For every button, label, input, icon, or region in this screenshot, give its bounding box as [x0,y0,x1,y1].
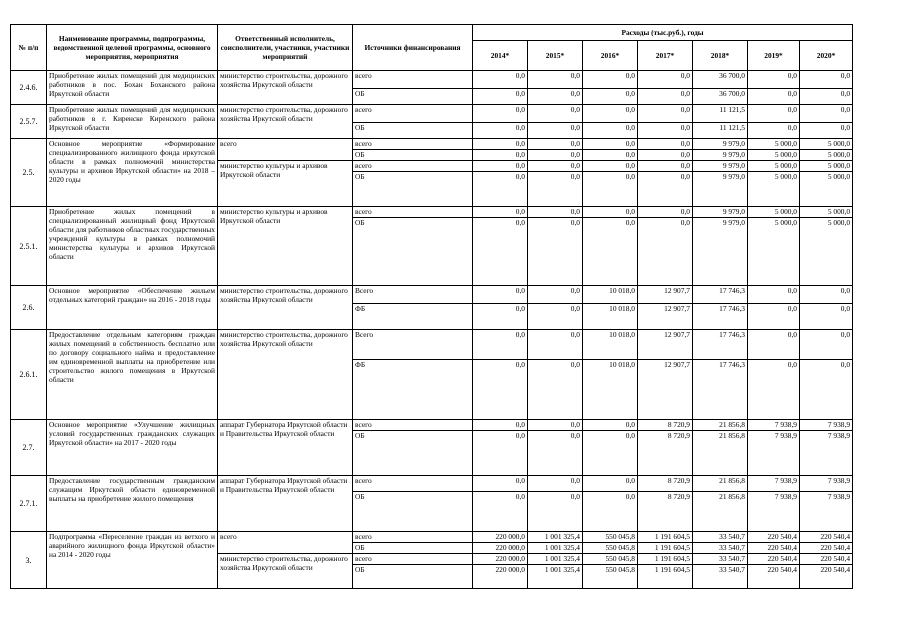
row-responsible: министерство культуры и архивов Иркутской области [218,161,353,207]
row-value: 11 121,5 [693,123,748,139]
row-value: 5 000,0 [800,218,853,286]
row-value: 0,0 [638,139,693,150]
row-value: 9 979,0 [693,161,748,172]
row-value: 220 540,4 [800,543,853,554]
row-name: Основное мероприятие «Обеспечение жильем отдельных категорий граждан» на 2016 - 2018 годы [47,286,218,330]
row-value: 0,0 [583,89,638,105]
row-value: 7 938,9 [748,420,800,431]
row-name: Основное мероприятие «Улучшение жилищных условий государственных гражданских служащих Иркутской области» на 2017 - 2020 годы [47,420,218,476]
row-value: 0,0 [638,207,693,218]
row-value: 0,0 [473,172,528,207]
row-value: 220 000,0 [473,532,528,543]
header-year: 2018* [693,41,748,71]
row-value: 0,0 [473,360,528,420]
row-name: Предоставление государственным гражданским служащим Иркутской области единовременной выплаты на приобретение жилого помещения [47,476,218,532]
header-expenses: Расходы (тыс.руб.), годы [473,25,853,41]
table-row [11,330,853,360]
row-value: 0,0 [528,207,583,218]
row-value: 220 000,0 [473,543,528,554]
row-number: 2.5. [11,139,47,207]
row-value: 5 000,0 [800,139,853,150]
row-value: 0,0 [473,207,528,218]
row-value: 220 540,4 [748,565,800,589]
row-source: всего [353,207,473,218]
row-value: 0,0 [473,139,528,150]
row-value: 0,0 [528,218,583,286]
row-number: 2.6. [11,286,47,330]
row-value: 0,0 [800,330,853,360]
row-value: 220 540,4 [748,532,800,543]
row-value: 0,0 [583,420,638,431]
row-value: 8 720,9 [638,492,693,532]
row-value: 0,0 [528,476,583,492]
row-number: 3. [11,532,47,589]
row-value: 0,0 [528,492,583,532]
header-year: 2016* [583,41,638,71]
header-year: 2017* [638,41,693,71]
row-value: 0,0 [800,105,853,123]
row-value: 0,0 [583,71,638,89]
row-value: 9 979,0 [693,172,748,207]
row-value: 0,0 [748,123,800,139]
row-value: 1 001 325,4 [528,565,583,589]
row-value: 0,0 [800,89,853,105]
row-source: ОБ [353,89,473,105]
row-value: 12 907,7 [638,304,693,330]
row-number: 2.7. [11,420,47,476]
row-value: 220 540,4 [748,554,800,565]
row-value: 10 018,0 [583,286,638,304]
row-value: 21 856,8 [693,476,748,492]
row-value: 1 001 325,4 [528,554,583,565]
row-number: 2.5.1. [11,207,47,286]
row-value: 36 700,0 [693,89,748,105]
row-source: ОБ [353,150,473,161]
row-source: всего [353,554,473,565]
row-value: 0,0 [473,161,528,172]
row-responsible: министерство строительства, дорожного хозяйства Иркутской области [218,105,353,139]
row-value: 550 045,8 [583,543,638,554]
row-value: 0,0 [748,330,800,360]
row-source: всего [353,532,473,543]
row-value: 550 045,8 [583,532,638,543]
row-name: Предоставление отдельным категориям граждан жилых помещений в собственность бесплатно или по договору социального найма и предоставление им единовременной выплаты на приобретение или строительство жилого помещения в Иркутской области [47,330,218,420]
table-row [11,207,853,218]
row-value: 220 540,4 [748,543,800,554]
row-value: 17 746,3 [693,286,748,304]
row-value: 9 979,0 [693,150,748,161]
row-value: 0,0 [748,71,800,89]
table-body [11,71,853,589]
row-source: всего [353,420,473,431]
row-value: 5 000,0 [748,172,800,207]
row-value: 0,0 [638,71,693,89]
row-value: 10 018,0 [583,304,638,330]
row-value: 12 907,7 [638,360,693,420]
row-value: 0,0 [800,286,853,304]
row-value: 0,0 [473,304,528,330]
table-row [11,532,853,543]
row-value: 0,0 [473,492,528,532]
row-value: 21 856,8 [693,492,748,532]
row-value: 0,0 [473,105,528,123]
row-value: 0,0 [528,360,583,420]
row-value: 1 191 604,5 [638,554,693,565]
row-value: 0,0 [638,218,693,286]
row-value: 220 000,0 [473,565,528,589]
row-name: Основное мероприятие «Формирование специализированного жилищного фонда иркутской области в рамках полномочий министерства культуры и архивов Иркутской области» на 2018 – 2020 годы [47,139,218,207]
row-value: 0,0 [473,89,528,105]
table-header [11,25,853,71]
row-value: 220 540,4 [800,532,853,543]
row-source: всего [353,71,473,89]
row-responsible: аппарат Губернатора Иркутской области и Правительства Иркутской области [218,476,353,532]
row-value: 17 746,3 [693,360,748,420]
row-value: 0,0 [528,150,583,161]
row-responsible: аппарат Губернатора Иркутской области и Правительства Иркутской области [218,420,353,476]
row-responsible: министерство строительства, дорожного хозяйства Иркутской области [218,330,353,420]
row-value: 7 938,9 [748,431,800,476]
row-value: 1 001 325,4 [528,532,583,543]
row-value: 0,0 [473,476,528,492]
row-responsible: министерство культуры и архивов Иркутской области [218,207,353,286]
row-value: 1 191 604,5 [638,543,693,554]
row-value: 0,0 [473,218,528,286]
row-responsible: министерство строительства, дорожного хозяйства Иркутской области [218,554,353,589]
table-row [11,71,853,89]
row-value: 0,0 [638,161,693,172]
row-value: 7 938,9 [800,420,853,431]
row-value: 12 907,7 [638,330,693,360]
row-value: 0,0 [800,304,853,330]
row-value: 12 907,7 [638,286,693,304]
row-source: ОБ [353,565,473,589]
row-responsible: министерство строительства, дорожного хозяйства Иркутской области [218,286,353,330]
row-source: ОБ [353,123,473,139]
table-row [11,105,853,123]
row-source: всего [353,476,473,492]
row-source: всего [353,161,473,172]
row-value: 0,0 [583,161,638,172]
row-value: 10 018,0 [583,330,638,360]
row-value: 0,0 [583,150,638,161]
row-value: 550 045,8 [583,554,638,565]
row-value: 33 540,7 [693,554,748,565]
row-name: Приобретение жилых помещений для медицинских работников в пос. Бохан Боханского района Иркутской области [47,71,218,105]
row-value: 1 001 325,4 [528,543,583,554]
header-year: 2014* [473,41,528,71]
row-source: ФБ [353,304,473,330]
row-value: 550 045,8 [583,565,638,589]
row-value: 0,0 [473,286,528,304]
row-value: 0,0 [800,123,853,139]
row-value: 0,0 [748,105,800,123]
row-value: 36 700,0 [693,71,748,89]
row-value: 0,0 [528,89,583,105]
table-row [11,476,853,492]
row-value: 0,0 [528,105,583,123]
row-value: 21 856,8 [693,431,748,476]
row-value: 0,0 [473,150,528,161]
row-value: 0,0 [638,150,693,161]
row-value: 7 938,9 [748,492,800,532]
header-year: 2020* [800,41,853,71]
row-value: 0,0 [528,123,583,139]
row-value: 33 540,7 [693,565,748,589]
row-value: 0,0 [800,360,853,420]
row-value: 0,0 [528,304,583,330]
row-value: 0,0 [583,476,638,492]
row-value: 0,0 [528,420,583,431]
row-value: 33 540,7 [693,543,748,554]
row-value: 220 540,4 [800,554,853,565]
row-value: 0,0 [638,172,693,207]
row-value: 0,0 [583,105,638,123]
row-source: всего [353,105,473,123]
row-source: ОБ [353,431,473,476]
row-value: 8 720,9 [638,431,693,476]
row-value: 0,0 [638,89,693,105]
row-value: 5 000,0 [800,207,853,218]
row-value: 0,0 [800,71,853,89]
row-value: 0,0 [583,139,638,150]
row-number: 2.5.7. [11,105,47,139]
row-value: 17 746,3 [693,304,748,330]
row-value: 0,0 [528,71,583,89]
row-value: 0,0 [748,304,800,330]
row-value: 21 856,8 [693,420,748,431]
row-value: 0,0 [473,431,528,476]
row-name: Подпрограмма «Переселение граждан из ветхого и аварийного жилищного фонда Иркутской области» на 2014 - 2020 годы [47,532,218,589]
row-value: 10 018,0 [583,360,638,420]
row-responsible: всего [218,532,353,554]
row-value: 0,0 [583,218,638,286]
row-value: 0,0 [528,161,583,172]
row-value: 0,0 [583,123,638,139]
row-value: 8 720,9 [638,420,693,431]
row-value: 17 746,3 [693,330,748,360]
row-value: 0,0 [473,71,528,89]
header-responsible: Ответственный исполнитель, соисполнители, участники, участники мероприятий [218,25,353,71]
row-value: 0,0 [528,431,583,476]
row-source: Всего [353,286,473,304]
table-row [11,139,853,150]
row-source: ОБ [353,543,473,554]
row-value: 5 000,0 [748,207,800,218]
row-value: 0,0 [583,207,638,218]
row-source: Всего [353,330,473,360]
row-value: 1 191 604,5 [638,532,693,543]
row-value: 5 000,0 [800,161,853,172]
row-value: 7 938,9 [800,492,853,532]
row-value: 5 000,0 [748,150,800,161]
row-value: 0,0 [748,360,800,420]
row-name: Приобретение жилых помещений в специализированный жилищный фонд Иркутской области для работников областных государственных учреждений культуры в рамках полномочий министерства культуры и архивов Иркутской области [47,207,218,286]
row-value: 0,0 [638,105,693,123]
row-value: 0,0 [583,431,638,476]
row-value: 0,0 [473,330,528,360]
row-value: 5 000,0 [800,172,853,207]
row-value: 5 000,0 [748,218,800,286]
row-value: 0,0 [528,330,583,360]
row-source: ФБ [353,360,473,420]
row-source: ОБ [353,172,473,207]
row-value: 8 720,9 [638,476,693,492]
budget-table-sheet [10,24,853,589]
header-source: Источники финансирования [353,25,473,71]
row-value: 5 000,0 [748,139,800,150]
row-value: 0,0 [473,420,528,431]
row-value: 7 938,9 [800,476,853,492]
header-year: 2015* [528,41,583,71]
row-responsible: министерство строительства, дорожного хозяйства Иркутской области [218,71,353,105]
row-responsible: всего [218,139,353,161]
row-value: 9 979,0 [693,139,748,150]
table-row [11,286,853,304]
row-value: 0,0 [528,172,583,207]
header-year: 2019* [748,41,800,71]
row-value: 0,0 [638,123,693,139]
row-source: всего [353,139,473,150]
row-number: 2.7.1. [11,476,47,532]
row-value: 0,0 [583,492,638,532]
row-source: ОБ [353,218,473,286]
row-value: 0,0 [748,286,800,304]
row-value: 5 000,0 [800,150,853,161]
row-value: 220 000,0 [473,554,528,565]
header-name: Наименование программы, подпрограммы, ведомственной целевой программы, основного мероприятия, мероприятия [47,25,218,71]
table-row [11,420,853,431]
row-value: 9 979,0 [693,218,748,286]
row-value: 0,0 [528,286,583,304]
row-value: 220 540,4 [800,565,853,589]
row-value: 0,0 [583,172,638,207]
row-value: 1 191 604,5 [638,565,693,589]
budget-table [10,24,853,589]
row-value: 0,0 [473,123,528,139]
row-value: 11 121,5 [693,105,748,123]
row-value: 9 979,0 [693,207,748,218]
row-value: 7 938,9 [748,476,800,492]
row-number: 2.6.1. [11,330,47,420]
row-value: 5 000,0 [748,161,800,172]
row-value: 33 540,7 [693,532,748,543]
row-number: 2.4.6. [11,71,47,105]
row-name: Приобретение жилых помещений для медицинских работников в г. Киренске Киренского района Иркутской области [47,105,218,139]
row-source: ОБ [353,492,473,532]
header-number: № п/п [11,25,47,71]
row-value: 0,0 [528,139,583,150]
row-value: 0,0 [748,89,800,105]
row-value: 7 938,9 [800,431,853,476]
